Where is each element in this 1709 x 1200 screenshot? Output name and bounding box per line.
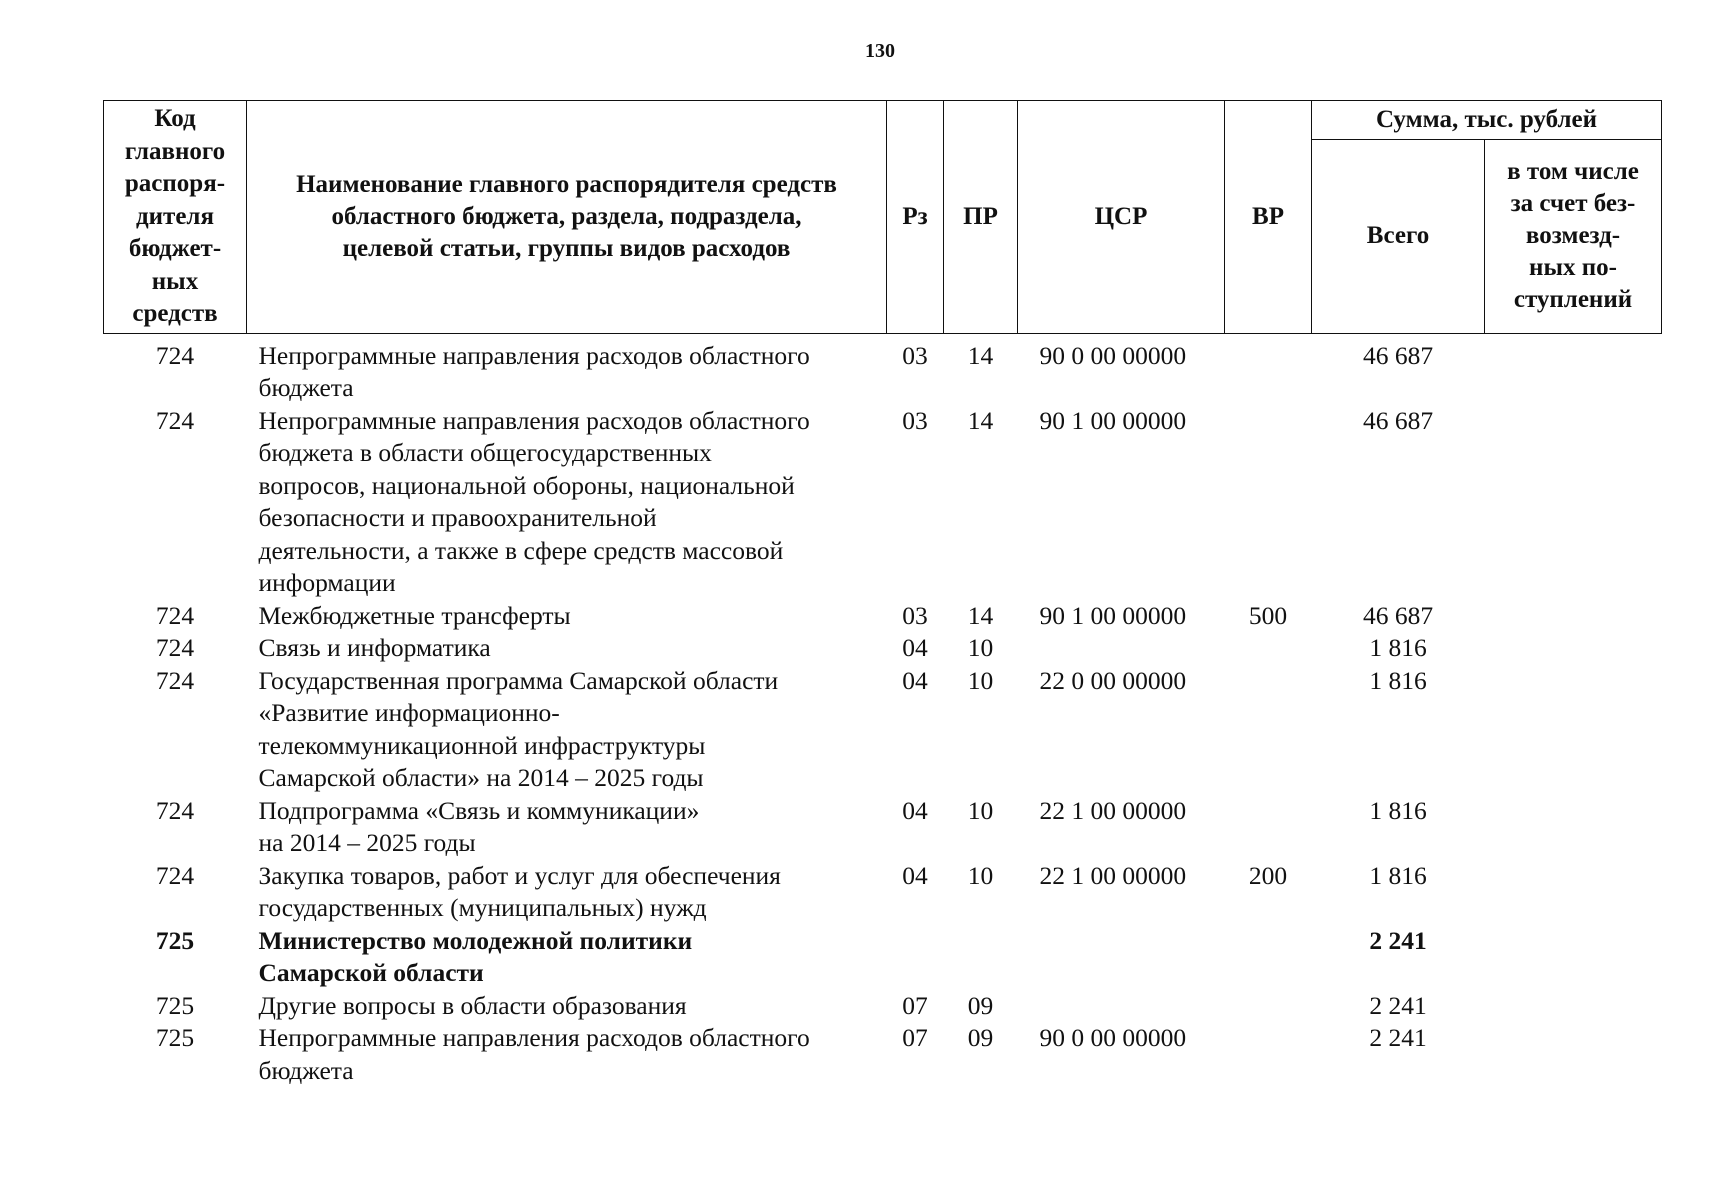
table-row [104,405,1662,600]
cell-total: 1 816 [1369,860,1427,890]
header-name-line: Наименование главного распорядителя средств [296,170,837,198]
table-row [104,1022,1662,1087]
cell-total: 1 816 [1369,633,1427,662]
cell-total: 46 687 [1362,405,1434,435]
cell-name-line: на 2014 – 2025 годы [258,828,476,857]
table-row [104,600,1662,633]
cell-vr: 500 [1248,600,1288,630]
cell-name-line: Закупка товаров, работ и услуг для обеспечения [258,860,781,890]
cell-pr: 14 [967,405,994,435]
cell-rz: 07 [902,990,928,1020]
table-row [104,665,1662,795]
cell-code: 724 [155,405,195,435]
cell-name-line: Государственная программа Самарской области [258,665,779,695]
table-row [104,795,1662,860]
cell-name-line: бюджета [258,1055,354,1085]
header-rz: Рз [887,101,944,334]
cell-vr [1225,405,1312,600]
cell-rz: 03 [902,340,928,370]
cell-name-line: Непрограммные направления расходов областного [258,340,810,370]
cell-code: 725 [155,990,195,1020]
header-grant-line: в том числе [1507,158,1639,186]
cell-vr [1225,333,1312,405]
header-code-line: распоря- [124,170,226,197]
cell-total: 2 241 [1369,990,1427,1020]
cell-rz: 03 [902,405,928,435]
cell-total: 2 241 [1369,925,1427,955]
table-body [104,333,1662,1087]
cell-name-line: Самарской области [258,958,484,987]
cell-grant [1485,860,1662,925]
cell-name-line: бюджета в области общегосударственных [258,438,712,467]
header-code-line: ных [151,267,199,295]
cell-name-line: деятельности, а также в сфере средств массовой [258,535,784,565]
cell-name-line: Межбюджетные трансферты [258,600,571,630]
cell-vr [1225,795,1312,860]
cell-total: 1 816 [1369,795,1427,825]
cell-name [247,600,887,633]
cell-code: 724 [155,795,195,825]
cell-name [247,333,887,405]
header-grant-line: ступлений [1513,286,1633,314]
cell-rz: 04 [902,795,928,825]
cell-name [247,795,887,860]
cell-vr [1225,990,1312,1023]
cell-grant [1485,1022,1662,1087]
cell-name [247,990,887,1023]
cell-name-line: бюджета [258,373,354,402]
cell-rz: 04 [902,665,928,695]
cell-grant [1485,925,1662,990]
cell-csr: 22 0 00 00000 [1039,665,1187,695]
cell-vr [1225,665,1312,795]
cell-vr: 200 [1248,860,1288,890]
cell-name-line: Министерство молодежной политики [258,925,693,955]
cell-total: 46 687 [1362,600,1434,630]
cell-name-line: Непрограммные направления расходов областного [258,1023,810,1052]
cell-code: 724 [155,340,195,370]
cell-code: 724 [155,860,195,890]
header-code [104,101,247,334]
cell-name [247,632,887,665]
header-grant-line: за счет без- [1510,190,1636,218]
cell-csr: 22 1 00 00000 [1039,795,1187,825]
cell-csr [1018,990,1225,1023]
header-code-line: Код [154,105,196,132]
header-grant-line: ных по- [1529,254,1617,282]
header-code-line: средств [132,300,218,327]
table-row [104,632,1662,665]
header-grant-line: возмезд- [1525,222,1621,250]
header-name [247,101,887,334]
table-row [104,860,1662,925]
cell-vr [1225,1022,1312,1087]
cell-pr: 09 [967,1023,994,1052]
cell-grant [1485,665,1662,795]
cell-vr [1225,632,1312,665]
cell-rz: 07 [902,1023,928,1052]
cell-name-line: «Развитие информационно- [258,698,560,727]
cell-name [247,860,887,925]
cell-name [247,1022,887,1087]
cell-pr: 14 [967,340,994,370]
table-header [104,101,1662,334]
cell-total: 2 241 [1369,1023,1427,1052]
header-name-line: областного бюджета, раздела, подраздела, [331,202,802,230]
cell-name [247,405,887,600]
table-row [104,925,1662,990]
cell-name-line: Самарской области» на 2014 – 2025 годы [258,763,704,792]
cell-csr: 90 0 00 00000 [1039,340,1187,370]
cell-pr: 14 [967,600,994,630]
cell-grant [1485,600,1662,633]
cell-code: 724 [155,633,195,662]
cell-grant [1485,990,1662,1023]
table-row [104,333,1662,405]
header-code-line: дителя [136,202,214,230]
header-name-line: целевой статьи, группы видов расходов [342,234,791,262]
cell-code: 725 [155,925,195,955]
cell-pr: 09 [967,990,994,1020]
cell-name [247,925,887,990]
header-code-line: главного [124,137,226,165]
cell-name [247,665,887,795]
table-row [104,990,1662,1023]
header-vr: ВР [1225,101,1312,334]
page-number: 130 [865,40,895,62]
budget-table [103,100,1662,1087]
cell-pr [944,925,1018,990]
cell-name-line: безопасности и правоохранительной [258,503,657,532]
header-csr: ЦСР [1018,101,1225,334]
cell-grant [1485,405,1662,600]
cell-pr: 10 [967,860,994,890]
cell-name-line: государственных (муниципальных) нужд [258,893,707,922]
cell-name-line: Непрограммные направления расходов областного [258,405,810,435]
cell-csr [1018,632,1225,665]
cell-name-line: Другие вопросы в области образования [258,990,687,1020]
header-grant [1485,140,1662,334]
cell-pr: 10 [967,665,994,695]
cell-code: 724 [155,665,195,695]
cell-grant [1485,632,1662,665]
cell-rz: 04 [902,633,928,662]
cell-code: 725 [155,1023,195,1052]
cell-rz: 03 [902,600,928,630]
cell-name-line: вопросов, национальной обороны, национальной [258,470,795,500]
cell-grant [1485,333,1662,405]
cell-csr [1018,925,1225,990]
cell-csr: 90 0 00 00000 [1039,1023,1187,1052]
cell-pr: 10 [967,633,994,662]
cell-csr: 90 1 00 00000 [1039,600,1187,630]
cell-grant [1485,795,1662,860]
cell-name-line: Подпрограмма «Связь и коммуникации» [258,795,700,825]
cell-rz: 04 [902,860,928,890]
cell-total: 1 816 [1369,665,1427,695]
cell-rz [887,925,944,990]
header-pr: ПР [944,101,1018,334]
cell-code: 724 [155,600,195,630]
header-sum-group: Сумма, тыс. рублей [1312,101,1662,140]
cell-name-line: информации [258,568,396,597]
cell-csr: 22 1 00 00000 [1039,860,1187,890]
cell-pr: 10 [967,795,994,825]
header-code-line: бюджет- [128,235,222,262]
cell-total: 46 687 [1362,340,1434,370]
cell-vr [1225,925,1312,990]
cell-name-line: телекоммуникационной инфраструктуры [258,730,706,760]
cell-csr: 90 1 00 00000 [1039,405,1187,435]
header-total: Всего [1312,140,1485,334]
cell-name-line: Связь и информатика [258,633,491,662]
